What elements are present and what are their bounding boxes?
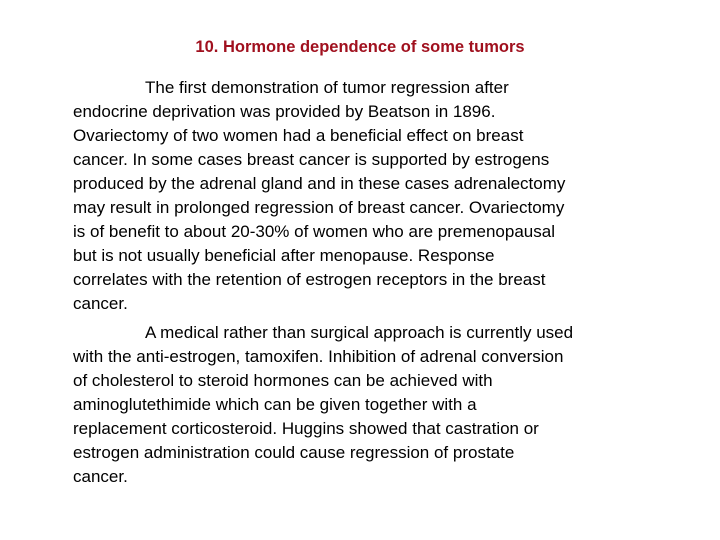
text-line: with the anti-estrogen, tamoxifen. Inhibition of adrenal conversion bbox=[73, 347, 564, 366]
text-line: estrogen administration could cause regression of prostate bbox=[73, 443, 515, 462]
text-line: produced by the adrenal gland and in these cases adrenalectomy bbox=[73, 174, 566, 193]
text-line: is of benefit to about 20-30% of women who are premenopausal bbox=[73, 222, 555, 241]
text-line: The first demonstration of tumor regression after bbox=[145, 78, 509, 97]
text-line: may result in prolonged regression of breast cancer. Ovariectomy bbox=[73, 198, 565, 217]
text-line: A medical rather than surgical approach is currently used bbox=[145, 323, 574, 342]
text-line: Ovariectomy of two women had a beneficial effect on breast bbox=[73, 126, 524, 145]
text-line: correlates with the retention of estrogen receptors in the breast bbox=[73, 270, 546, 289]
paragraph-1 bbox=[73, 76, 673, 316]
text-line: replacement corticosteroid. Huggins showed that castration or bbox=[73, 419, 539, 438]
text-line: cancer. bbox=[73, 294, 128, 313]
text-line: endocrine deprivation was provided by Beatson in 1896. bbox=[73, 102, 496, 121]
text-line: aminoglutethimide which can be given together with a bbox=[73, 395, 477, 414]
text-line: but is not usually beneficial after menopause. Response bbox=[73, 246, 495, 265]
text-line: of cholesterol to steroid hormones can be achieved with bbox=[73, 371, 493, 390]
text-line: cancer. In some cases breast cancer is supported by estrogens bbox=[73, 150, 550, 169]
slide-title: 10. Hormone dependence of some tumors bbox=[195, 38, 525, 56]
text-line: cancer. bbox=[73, 467, 128, 486]
paragraph-2 bbox=[73, 321, 673, 489]
